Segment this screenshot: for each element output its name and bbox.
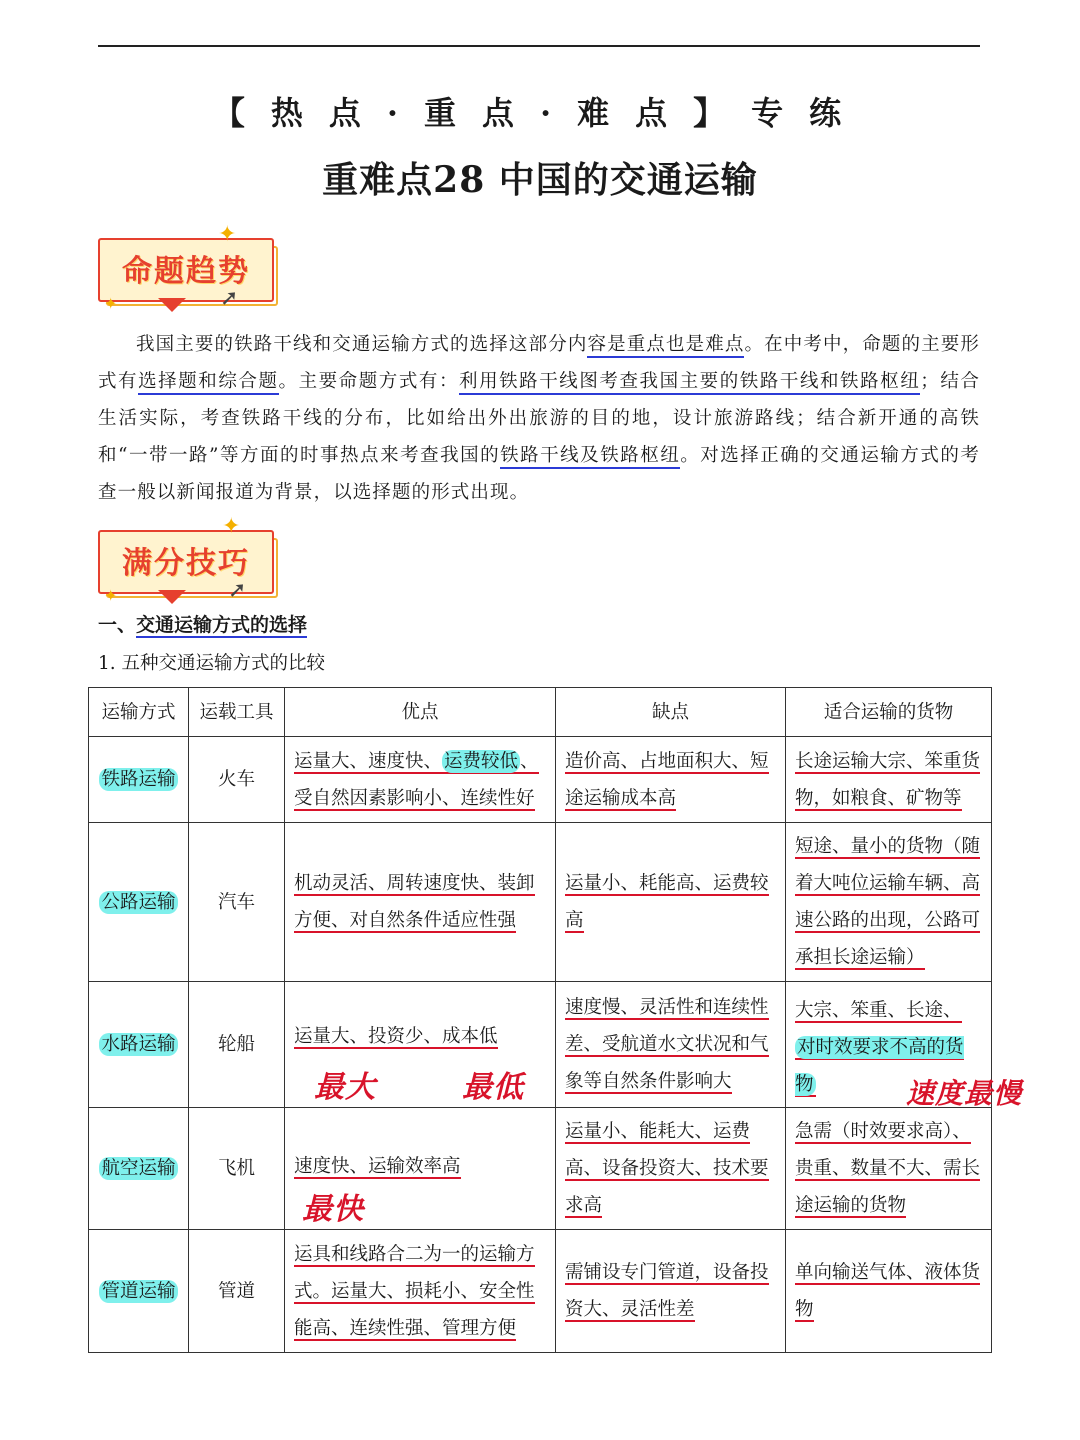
goods-cell: 短途、量小的货物（随着大吨位运输车辆、高速公路的出现，公路可承担长途运输）: [786, 823, 992, 982]
mode-cell: 水路运输: [89, 982, 189, 1108]
table-row: [89, 823, 992, 982]
sparkle-icon: ✦: [222, 514, 241, 539]
goods-cell: 急需（时效要求高）、贵重、数量不大、需长途运输的货物: [786, 1108, 992, 1230]
table-header-row: [89, 688, 992, 737]
cursor-icon: ➚: [220, 286, 239, 311]
table-row: [89, 1230, 992, 1353]
section-heading: 一、交通运输方式的选择: [98, 614, 308, 636]
table-row: [89, 1108, 992, 1230]
column-header: 运载工具: [189, 688, 285, 737]
vehicle-cell: 汽车: [189, 823, 285, 982]
cons-cell: 速度慢、灵活性和连续性差、受航道水文状况和气象等自然条件影响大: [556, 982, 786, 1108]
table-row: [89, 737, 992, 823]
sparkle-icon: ✦: [104, 586, 118, 605]
column-header: 缺点: [556, 688, 786, 737]
vehicle-cell: 轮船: [189, 982, 285, 1108]
sparkle-icon: ✦: [104, 294, 118, 313]
cons-cell: 造价高、占地面积大、短途运输成本高: [556, 737, 786, 823]
pros-cell: 运具和线路合二为一的运输方式。运量大、损耗小、安全性能高、连续性强、管理方便: [285, 1230, 556, 1353]
cons-cell: 运量小、耗能高、运费较高: [556, 823, 786, 982]
column-header: 优点: [285, 688, 556, 737]
handwritten-note: 速度最慢: [906, 1077, 1023, 1110]
trend-badge: [98, 222, 274, 313]
handwritten-note: 最大: [314, 1070, 376, 1105]
trend-badge-label: 命题趋势: [122, 254, 250, 289]
cons-cell: 需铺设专门管道，设备投资大、灵活性差: [556, 1230, 786, 1353]
mode-cell: 公路运输: [89, 823, 189, 982]
table-row: [89, 982, 992, 1108]
mode-cell: 航空运输: [89, 1108, 189, 1230]
pros-cell: 运量大、投资少、成本低: [285, 982, 556, 1108]
pros-cell: 运量大、速度快、 运费较低 、受自然因素影响小、连续性好: [285, 737, 556, 823]
column-header: 运输方式: [89, 688, 189, 737]
column-header: 适合运输的货物: [786, 688, 992, 737]
handwritten-note: 最快: [302, 1192, 364, 1227]
pros-cell: 机动灵活、周转速度快、装卸方便、对自然条件适应性强: [285, 823, 556, 982]
vehicle-cell: 飞机: [189, 1108, 285, 1230]
goods-cell: 单向输送气体、液体货物: [786, 1230, 992, 1353]
goods-cell: 长途运输大宗、笨重货物，如粮食、矿物等: [786, 737, 992, 823]
mode-cell: 铁路运输: [89, 737, 189, 823]
page-title: 重难点28 中国的交通运输: [322, 159, 758, 201]
sparkle-icon: ✦: [218, 222, 237, 247]
subsection-heading: 1. 五种交通运输方式的比较: [98, 653, 326, 674]
cons-cell: 运量小、能耗大、运费高、设备投资大、技术要求高: [556, 1108, 786, 1230]
skills-badge: [98, 514, 274, 605]
vehicle-cell: 管道: [189, 1230, 285, 1353]
transport-comparison-table: [88, 687, 992, 1353]
top-rule: [98, 45, 980, 47]
mode-cell: 管道运输: [89, 1230, 189, 1353]
intro-paragraph: 我国主要的铁路干线和交通运输方式的选择这部分内容是重点也是难点。在中考中，命题的主要形式有选择题和综合题。主要命题方式有：利用铁路干线图考查我国主要的铁路干线和铁路枢纽；结合生活实际，考查铁路干线的分布，比如给出外出旅游的目的地，设计旅游路线；结合新开通的高铁和“一带一路”等方面的时事热点来考查我国的铁路干线及铁路枢纽。对选择正确的交通运输方式的考查一般以新闻报道为背景，以选择题的形式出现。: [98, 334, 980, 503]
pros-cell: 速度快、运输效率高: [285, 1108, 556, 1230]
goods-cell: 大宗、笨重、长途、对时效要求不高的货物: [786, 982, 992, 1108]
handwritten-note: 最低: [462, 1070, 524, 1105]
cursor-icon: ➚: [228, 578, 247, 603]
series-title: 【热点·重点·难点】专练: [212, 94, 868, 132]
vehicle-cell: 火车: [189, 737, 285, 823]
skills-badge-label: 满分技巧: [122, 546, 250, 581]
